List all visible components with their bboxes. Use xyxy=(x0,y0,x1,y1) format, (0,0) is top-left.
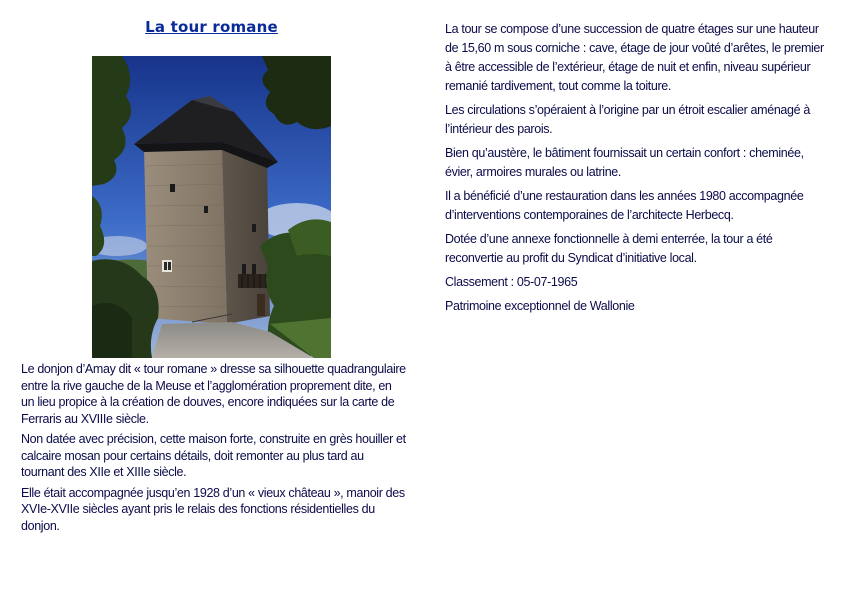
left-paragraph-1: Le donjon d’Amay dit « tour romane » dresse sa silhouette quadrangulaire entre la rive gauche de la Meuse et l’agglomération proprement dite, en un lieu propice à la création de douves, encore indiquées sur la carte de Ferraris au XVIIIe siècle. xyxy=(21,362,406,426)
page-title-link[interactable]: La tour romane xyxy=(145,18,278,36)
right-text-column xyxy=(445,20,831,321)
right-paragraph-2: Les circulations s’opéraient à l’origine par un étroit escalier aménagé à l’intérieur des parois. xyxy=(445,103,810,136)
tower-photo xyxy=(92,56,331,358)
heritage-status: Patrimoine exceptionnel de Wallonie xyxy=(445,299,635,313)
right-paragraph-4: Il a bénéficié d’une restauration dans les années 1980 accompagnée d’interventions contemporaines de l’architecte Herbecq. xyxy=(445,189,804,222)
right-paragraph-3: Bien qu’austère, le bâtiment fournissait un certain confort : cheminée, évier, armoires murales ou latrine. xyxy=(445,146,804,179)
left-paragraph-2: Non datée avec précision, cette maison forte, construite en grès houiller et calcaire mosan pour certains détails, doit remonter au plus tard au tournant des XIIe et XIIIe siècle. xyxy=(21,432,406,479)
left-text-column xyxy=(21,361,407,538)
right-paragraph-5: Dotée d’une annexe fonctionnelle à demi enterrée, la tour a été reconvertie au profit du Syndicat d’initiative local. xyxy=(445,232,773,265)
right-paragraph-1: La tour se compose d’une succession de quatre étages sur une hauteur de 15,60 m sous corniche : cave, étage de jour voûté d’arêtes, le premier à être accessible de l’extérieur, étage de nuit et enfin, niveau supérieur remanié tardivement, tout comme la toiture. xyxy=(445,22,824,93)
classement-date: Classement : 05-07-1965 xyxy=(445,275,578,289)
left-paragraph-3: Elle était accompagnée jusqu’en 1928 d’un « vieux château », manoir des XVIe-XVIIe siècles ayant pris le relais des fonctions résidentielles du donjon. xyxy=(21,485,405,533)
